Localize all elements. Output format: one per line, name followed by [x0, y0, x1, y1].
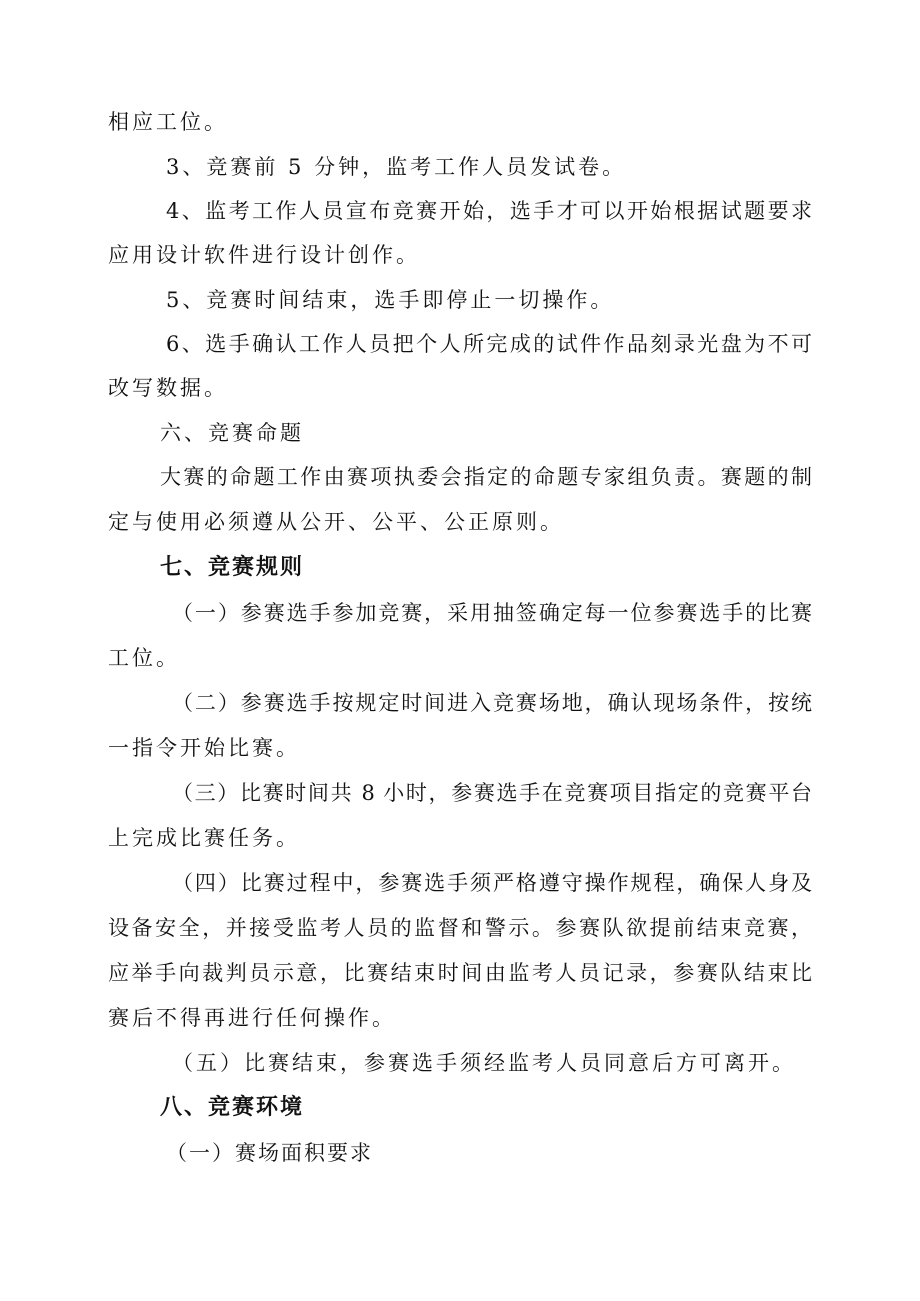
section-heading-8: 八、竞赛环境 — [160, 1095, 305, 1120]
paragraph-line: （三）比赛时间共 8 小时，参赛选手在竞赛项目指定的竞赛平台 — [172, 781, 812, 805]
paragraph-line: 一指令开始比赛。 — [108, 736, 300, 760]
paragraph-line: （一）赛场面积要求 — [166, 1141, 373, 1165]
paragraph-line: （二）参赛选手按规定时间进入竞赛场地，确认现场条件，按统 — [172, 691, 812, 715]
paragraph-line: 赛后不得再进行任何操作。 — [108, 1006, 396, 1030]
paragraph-line: （五）比赛结束，参赛选手须经监考人员同意后方可离开。 — [172, 1051, 796, 1075]
section-heading-7: 七、竞赛规则 — [160, 555, 305, 580]
paragraph-line: 改写数据。 — [108, 376, 228, 400]
paragraph-line: 应用设计软件进行设计创作。 — [108, 243, 420, 267]
paragraph-line: （四）比赛过程中，参赛选手须严格遵守操作规程，确保人身及 — [172, 871, 812, 895]
paragraph-line: （一）参赛选手参加竞赛，采用抽签确定每一位参赛选手的比赛 — [172, 601, 812, 625]
paragraph-line: 6、选手确认工作人员把个人所完成的试件作品刻录光盘为不可 — [166, 332, 812, 356]
paragraph-line: 上完成比赛任务。 — [108, 826, 300, 850]
paragraph-line: 4、监考工作人员宣布竞赛开始，选手才可以开始根据试题要求 — [166, 199, 812, 223]
paragraph-line: 应举手向裁判员示意，比赛结束时间由监考人员记录，参赛队结束比 — [108, 961, 812, 985]
paragraph-line: 大赛的命题工作由赛项执委会指定的命题专家组负责。赛题的制 — [160, 465, 812, 489]
paragraph-line: 工位。 — [108, 646, 180, 670]
paragraph-line: 相应工位。 — [108, 110, 228, 134]
paragraph-line: 设备安全，并接受监考人员的监督和警示。参赛队欲提前结束竞赛， — [108, 916, 812, 940]
paragraph-line: 3、竞赛前 5 分钟，监考工作人员发试卷。 — [166, 155, 627, 179]
paragraph-line: 5、竞赛时间结束，选手即停止一切操作。 — [166, 288, 615, 312]
paragraph-line: 定与使用必须遵从公开、公平、公正原则。 — [108, 510, 564, 534]
section-heading-6: 六、竞赛命题 — [160, 421, 304, 445]
